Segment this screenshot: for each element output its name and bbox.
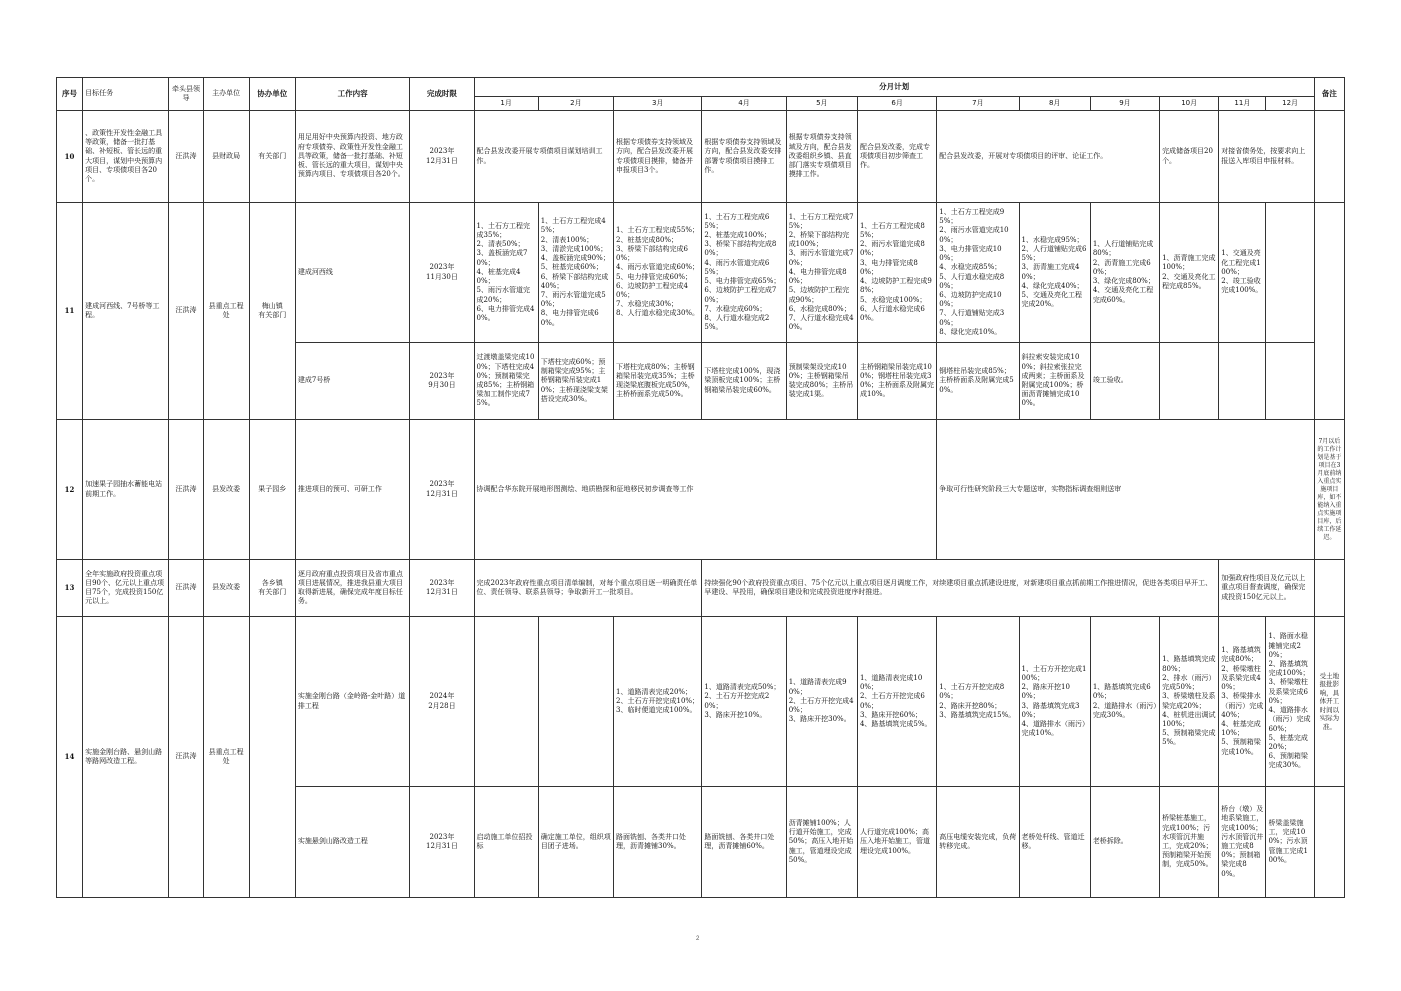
plan-cell [1219,343,1266,420]
plan-cell: 持续强化90个政府投资重点项目、75个亿元以上重点项目逐月调度工作，对续建项目重点抓建设进度，对新建项目重点抓前期工作推进情况，促进各类项目早开工、早建设、早投用，确保项目建设和完成投资进度序时推进。 [702,560,1219,617]
plan-cell: 1、土石方工程完成45%； 2、清表100%； 3、清淤完成100%； 4、盖板涵完成90%； 5、桩基完成60%； 6、桥梁下部结构完成40%； 7、雨污水管道完成50%； 8、电力排管完成60%。 [538,203,613,343]
plan-cell: 1、路基填筑完成80%； 2、桥梁墩柱及系梁完成40%； 3、桥梁排水（雨污）完成40%； 4、桩基完成10%； 5、预制箱梁完成10%。 [1219,617,1266,787]
header-host-unit: 主办单位 [203,78,249,111]
plan-cell: 完成2023年政府性重点项目清单编制，对每个重点项目逐一明确责任单位、责任领导、联系县领导；争取新开工一批项目。 [474,560,702,617]
row-target: 建成河西线、7号桥等工程。 [83,203,169,420]
row-remark: 7月以后的工作计划是基于项目在3月底前纳入重点实施项目库，如不能纳入重点实施项目库，后续工作延迟。 [1314,420,1344,560]
page-number: 2 [696,936,700,942]
row-remark [1314,787,1344,898]
row-deadline: 2023年 12月31日 [410,560,474,617]
header-month: 2月 [538,97,613,111]
row-content: 建成7号桥 [295,343,409,420]
row-assist: 各乡镇 有关部门 [249,560,295,617]
header-month: 7月 [937,97,1019,111]
row-leader: 汪洪涛 [169,420,203,560]
table-row [57,203,1345,343]
header-month: 1月 [474,97,538,111]
plan-cell: 人行道完成100%；高压入地开始施工，管道埋设完成100%。 [857,787,936,898]
header-assist-unit: 协办单位 [249,78,295,111]
plan-cell: 沥青摊铺100%；人行道开始施工，完成50%；高压入地开始施工，管道埋设完成50%。 [786,787,857,898]
header-monthly-plan: 分月计划 [474,78,1314,97]
row-assist: 有关部门 [249,111,295,203]
plan-cell: 配合县发改委，完成专项债项目初步筛查工作。 [857,111,936,203]
plan-cell [474,617,538,787]
plan-cell: 下塔柱完成60%；预制箱梁完成95%；主桥钢箱梁吊装完成10%；主桥现浇梁支架搭设完成30%。 [538,343,613,420]
header-seq: 序号 [57,78,83,111]
plan-table [56,77,1345,898]
row-deadline: 2023年 12月31日 [410,420,474,560]
plan-cell: 完成储备项目20个。 [1160,111,1219,203]
plan-cell: 1、土石方工程完成35%； 2、清表50%； 3、盖板涵完成70%； 4、桩基完成40%； 5、雨污水管道完成20%； 6、电力排管完成40%。 [474,203,538,343]
row-content: 用足用好中央预算内投资、地方政府专项债券、政策性开发性金融工具等政策，储备一批打基础、补短板、管长远的重大项目，谋划中央预算内项目、专项债项目各20个。 [295,111,409,203]
plan-cell: 1、土石方工程完成65%； 2、桩基完成100%； 3、桥梁下部结构完成80%； 4、雨污水管道完成65%； 5、电力排管完成65%； 6、边坡防护工程完成70%； 7、水稳完成60%； 8、人行道水稳完成25%。 [702,203,786,343]
row-assist [249,617,295,898]
table-row [57,560,1345,617]
header-month: 12月 [1266,97,1314,111]
header-month: 6月 [857,97,936,111]
plan-cell [1266,343,1314,420]
plan-cell [1160,343,1219,420]
plan-cell: 桥梁桩基施工，完成100%；污水项管沉井施工，完成20%；预制箱梁开始预制，完成50%。 [1160,787,1219,898]
row-seq: 11 [57,203,83,420]
plan-cell: 路面铣刨、各类井口处理，沥青摊铺60%。 [702,787,786,898]
row-seq: 14 [57,617,83,898]
plan-cell: 根据专项债券支持领域及方向，配合县发改委开展专项债项目摸排，储备并申报项目3个。 [614,111,702,203]
plan-cell: 预制梁架设完成100%；主桥钢箱梁吊装完成80%；主桥吊装完成1渠。 [786,343,857,420]
plan-cell: 高压电缆安装完成，负荷转移完成。 [937,787,1019,898]
row-host: 县重点工程处 [203,203,249,420]
plan-cell: 配合县发改委开展专项债项目谋划培训工作。 [474,111,614,203]
plan-cell: 1、水稳完成95%； 2、人行道铺贴完成65%； 3、沥青施工完成40%； 4、绿化完成40%； 5、交通及亮化工程完成20%。 [1019,203,1090,343]
row-leader: 汪洪涛 [169,617,203,898]
header-month: 3月 [614,97,702,111]
plan-cell: 1、土石方工程完成75%； 2、桥梁下部结构完成100%； 3、雨污水管道完成70%； 4、电力排管完成80%； 5、边坡防护工程完成90%； 6、水稳完成80%； 7、人行道水稳完成40%。 [786,203,857,343]
row-remark: 受土地报批影响，具体开工时间以实际为准。 [1314,617,1344,787]
plan-cell: 1、道路清表完成90%； 2、土石方开挖完成40%； 3、路床开挖30%。 [786,617,857,787]
plan-cell: 1、交通及亮化工程完成100%； 2、竣工验收完成100%。 [1219,203,1266,343]
plan-cell: 1、道路清表完成50%； 2、土石方开挖完成20%； 3、路床开挖10%。 [702,617,786,787]
header-work-content: 工作内容 [295,78,409,111]
header-month: 5月 [786,97,857,111]
row-content: 建成河西线 [295,203,409,343]
row-leader: 汪洪涛 [169,560,203,617]
plan-cell: 1、土石方工程完成95%； 2、雨污水管道完成100%； 3、电力排管完成100%； 4、水稳完成85%； 5、人行道水稳完成80%； 6、边坡防护完成100%； 7、人行道铺贴完成30%； 8、绿化完成10%。 [937,203,1019,343]
row-remark [1314,203,1344,420]
plan-cell: 对接省债务处，按要求向上报送入库项目申报材料。 [1219,111,1314,203]
plan-cell: 1、路基填筑完成80%； 2、排水（雨污）完成50%； 3、桥梁墩柱及系梁完成20%； 4、桩机进出调试100%； 5、预制箱梁完成5%。 [1160,617,1219,787]
plan-cell: 根据专项债券支持领域及方向，配合县发改委安排部署专项债项目摸排工作。 [702,111,786,203]
plan-cell: 1、土石方开挖完成80%； 2、路床开挖80%； 3、路基填筑完成15%。 [937,617,1019,787]
row-target: 加速果子园抽水蓄能电站前期工作。 [83,420,169,560]
table-row [57,617,1345,787]
row-seq: 10 [57,111,83,203]
header-month: 11月 [1219,97,1266,111]
plan-cell: 1、路基填筑完成60%； 2、道路排水（雨污）完成30%。 [1090,617,1159,787]
plan-cell [1266,203,1314,343]
plan-cell: 协调配合华东院开展地形图测绘、地质勘探和征地移民初步调查等工作 [474,420,937,560]
row-deadline: 2023年 9月30日 [410,343,474,420]
plan-cell: 过渡墩盖梁完成100%；下塔柱完成40%；预制箱梁完成85%；主桥钢箱梁加工制作完成75%。 [474,343,538,420]
row-content: 推进项目的预可、可研工作 [295,420,409,560]
row-seq: 12 [57,420,83,560]
plan-cell: 启动施工单位招投标 [474,787,538,898]
header-deadline: 完成时限 [410,78,474,111]
plan-cell: 1、沥青施工完成100%； 2、交通及亮化工程完成85%。 [1160,203,1219,343]
header-remark: 备注 [1314,78,1344,111]
row-remark [1314,111,1344,203]
plan-cell: 钢塔柱吊装完成85%；主桥桥面系及附属完成50%。 [937,343,1019,420]
header-target: 目标任务 [83,78,169,111]
plan-cell: 1、土石方工程完成85%； 2、雨污水管道完成80%； 3、电力排管完成80%； 4、边坡防护工程完成98%； 5、水稳完成100%； 6、人行道水稳完成60%。 [857,203,936,343]
header-lead-leader: 牵头县领导 [169,78,203,111]
plan-cell: 加强政府性项目及亿元以上重点项目督查调度，确保完成投资150亿元以上。 [1219,560,1314,617]
row-leader: 汪洪涛 [169,203,203,420]
plan-cell: 1、路面水稳摊铺完成20%； 2、路基填筑完成100%； 3、桥梁墩柱及系梁完成60%； 4、道路排水（雨污）完成60%； 5、桩基完成20%； 6、预制箱梁完成30%。 [1266,617,1314,787]
table-row [57,420,1345,560]
row-content: 实施悬剑山路改造工程 [295,787,409,898]
plan-cell: 1、土石方工程完成55%； 2、桩基完成80%； 3、桥梁下部结构完成60%； 4、雨污水管道完成60%； 5、电力排管完成60%； 6、边坡防护工程完成40%； 7、水稳完成30%； 8、人行道水稳完成30%。 [614,203,702,343]
table-row [57,111,1345,203]
plan-cell: 竣工验收。 [1090,343,1159,420]
plan-cell: 确定施工单位，组织项目团子进场。 [538,787,613,898]
plan-cell: 1、道路清表完成100%； 2、土石方开挖完成60%； 3、路床开挖60%； 4、路基填筑完成5%。 [857,617,936,787]
plan-cell [538,617,613,787]
plan-cell: 1、人行道铺贴完成80%； 2、沥青施工完成60%； 3、绿化完成80%； 4、交通及亮化工程完成60%。 [1090,203,1159,343]
row-assist: 果子园乡 [249,420,295,560]
header-month: 4月 [702,97,786,111]
row-target: 全年实施政府投资重点项目90个、亿元以上重点项目75个，完成投资150亿元以上。 [83,560,169,617]
row-target: 实施金刚台路、悬剑山路等路网改造工程。 [83,617,169,898]
row-content: 实施金刚台路（金岭路-金叶路）道排工程 [295,617,409,787]
plan-cell: 老桥拆除。 [1090,787,1159,898]
plan-cell: 桥梁盖梁施工，完成100%；污水顶管施工完成100%。 [1266,787,1314,898]
row-deadline: 2023年 11月30日 [410,203,474,343]
plan-cell: 老桥处杆线、管道迁移。 [1019,787,1090,898]
row-assist: 梅山镇 有关部门 [249,203,295,420]
row-host: 县发改委 [203,420,249,560]
row-leader: 汪洪涛 [169,111,203,203]
row-remark [1314,560,1344,617]
plan-cell: 主桥钢箱梁吊装完成100%；钢塔柱吊装完成30%；主桥面系及附属完成10%。 [857,343,936,420]
plan-cell: 下塔柱完成80%；主桥钢箱梁吊装完成35%；主桥现浇梁底腹板完成50%，主桥桥面系完成50%。 [614,343,702,420]
plan-cell: 路面铣刨、各类井口处理，沥青摊铺30%。 [614,787,702,898]
plan-cell: 桥台（墩）及地系梁施工，完成100%；污水顶管沉井施工完成80%；预制箱梁完成80%。 [1219,787,1266,898]
row-deadline: 2023年 12月31日 [410,111,474,203]
row-deadline: 2024年 2月28日 [410,617,474,787]
plan-cell: 斜拉索安装完成100%；斜拉索张拉完成两束；主桥面系及附属完成100%；桥面沥青摊铺完成100%。 [1019,343,1090,420]
plan-cell: 1、土石方开挖完成100%； 2、路床开挖100%； 3、路基填筑完成30%； 4、道路排水（雨污）完成10%。 [1019,617,1090,787]
row-seq: 13 [57,560,83,617]
row-host: 县财政局 [203,111,249,203]
plan-cell: 1、道路清表完成20%； 2、土石方开挖完成10%； 3、临时便道完成100%。 [614,617,702,787]
header-month: 10月 [1160,97,1219,111]
row-host: 县重点工程处 [203,617,249,898]
header-month: 9月 [1090,97,1159,111]
row-host: 县发改委 [203,560,249,617]
plan-table-sheet [56,77,1345,898]
plan-cell: 配合县发改委，开展对专项债项目的评审、论证工作。 [937,111,1160,203]
row-content: 逐月政府重点投资项目及省市重点项目进展情况，推进我县重大项目取得新进展，确保完成年度目标任务。 [295,560,409,617]
row-target: 、政策性开发性金融工具等政策，储备一批打基础、补短板、管长远的重大项目，谋划中央预算内项目、专项债项目各20个。 [83,111,169,203]
plan-cell: 根据专项债券支持领域及方向，配合县发改委组织乡镇、县直部门落实专项债项目摸排工作。 [786,111,857,203]
plan-cell: 争取可行性研究阶段三大专题送审，实物指标调查细则送审 [937,420,1315,560]
row-deadline: 2023年 12月31日 [410,787,474,898]
header-month: 8月 [1019,97,1090,111]
plan-cell: 下塔柱完成100%，现浇梁顶板完成100%；主桥钢箱梁吊装完成60%。 [702,343,786,420]
